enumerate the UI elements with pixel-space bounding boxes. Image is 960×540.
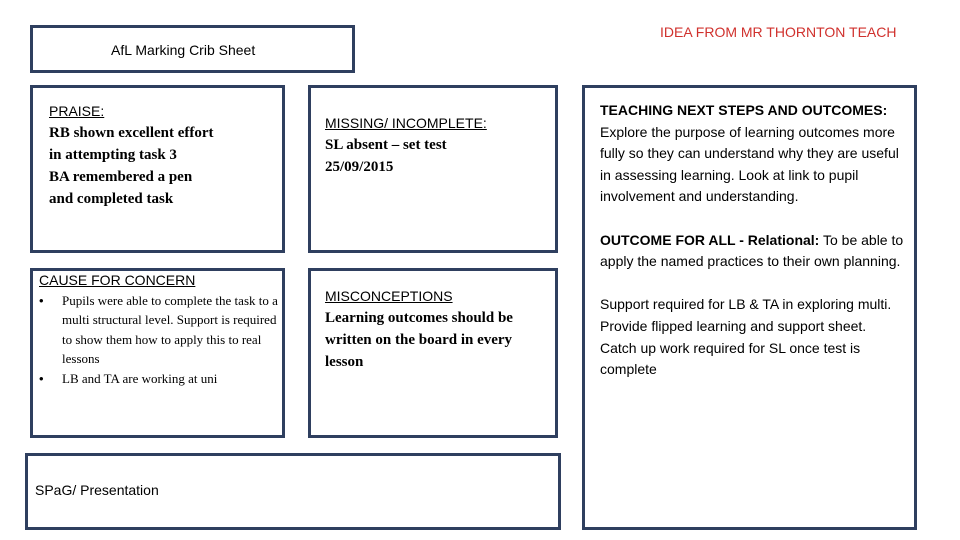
- praise-line: and completed task: [49, 191, 174, 207]
- teaching-next-steps-box: [582, 85, 917, 530]
- teaching-heading: TEACHING NEXT STEPS AND OUTCOMES:: [600, 102, 888, 118]
- list-item: • Pupils were able to complete the task to a multi structural level. Support is required to show them how to apply this to real lessons: [39, 293, 278, 367]
- misconceptions-content: [325, 285, 550, 373]
- bullet-icon: •: [39, 370, 44, 386]
- spag-label: SPaG/ Presentation: [35, 482, 159, 498]
- praise-line: RB shown excellent effort: [49, 125, 214, 141]
- spag-presentation-box: [25, 453, 561, 530]
- missing-content: [325, 112, 487, 178]
- cause-for-concern-box: [30, 268, 285, 438]
- teaching-content: [600, 100, 912, 381]
- support-body: Support required for LB & TA in exploring multi. Provide flipped learning and support sheet.: [600, 296, 892, 334]
- missing-incomplete-box: [308, 85, 558, 253]
- praise-content: [49, 100, 214, 210]
- misconceptions-body: Learning outcomes should be written on the board in every lesson: [325, 310, 513, 370]
- praise-line: BA remembered a pen: [49, 169, 193, 185]
- outcome-body: To be able to apply the named practices to their own planning.: [600, 231, 904, 270]
- misconceptions-box: [308, 268, 558, 438]
- page-title: AfL Marking Crib Sheet: [111, 42, 256, 58]
- title-box: [30, 25, 355, 73]
- concern-heading: CAUSE FOR CONCERN: [39, 272, 196, 288]
- idea-credit-note: IDEA FROM MR THORNTON TEACH: [660, 24, 897, 40]
- list-item: • LB and TA are working at uni: [39, 369, 279, 388]
- outcome-heading: OUTCOME FOR ALL - Relational:: [600, 231, 820, 248]
- praise-box: [30, 85, 285, 253]
- teaching-body: Explore the purpose of learning outcomes more fully so they can understand why they are useful in assessing learning. Look at link to pupil involvement and understanding.: [600, 123, 899, 205]
- missing-line: 25/09/2015: [325, 159, 394, 175]
- praise-line: in attempting task 3: [49, 147, 177, 163]
- missing-heading: MISSING/ INCOMPLETE:: [325, 115, 487, 131]
- bullet-icon: •: [39, 293, 44, 308]
- concern-content: [39, 271, 279, 388]
- concern-list: [39, 291, 279, 388]
- missing-line: SL absent – set test: [325, 137, 447, 153]
- catchup-body: Catch up work required for SL once test is complete: [600, 339, 861, 378]
- praise-heading: PRAISE:: [49, 103, 105, 119]
- misconceptions-heading: MISCONCEPTIONS: [325, 288, 453, 304]
